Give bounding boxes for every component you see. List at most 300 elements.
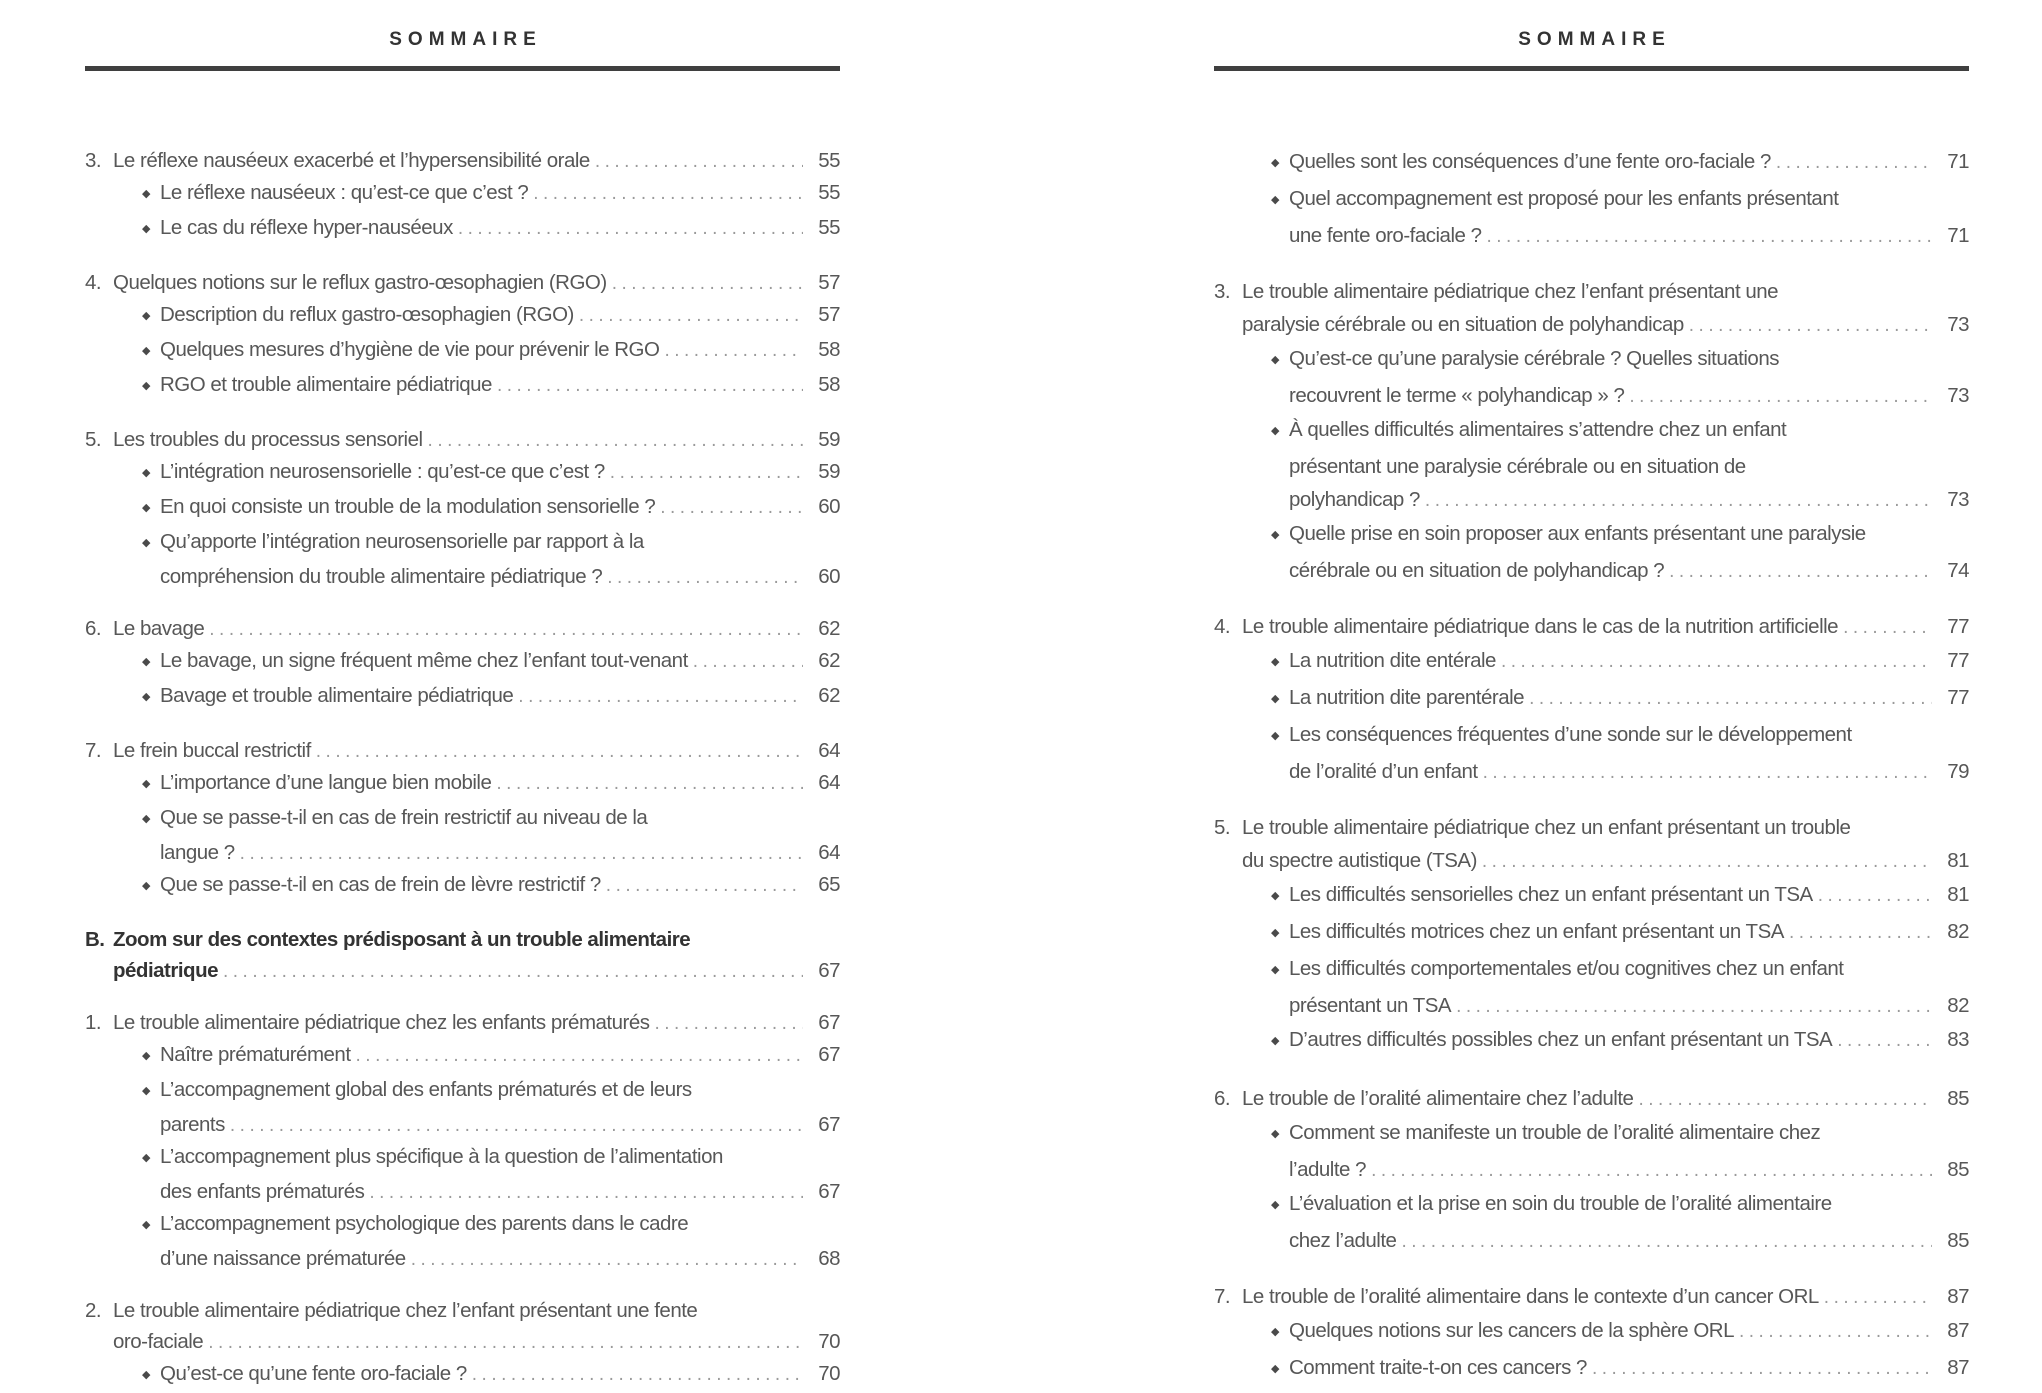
toc-entry-text: D’autres difficultés possibles chez un enfant présentant un TSA bbox=[1289, 1028, 1833, 1051]
dot-leader bbox=[1638, 1082, 1932, 1116]
toc-entry-text: Le bavage bbox=[113, 617, 205, 640]
diamond-bullet-icon: ◆ bbox=[1271, 890, 1279, 902]
toc-entry bbox=[85, 767, 840, 802]
dot-leader bbox=[1629, 379, 1932, 413]
dot-leader bbox=[369, 1176, 803, 1208]
dot-leader bbox=[1483, 755, 1932, 789]
toc-page-number: 82 bbox=[1947, 994, 1969, 1017]
toc-entry-number: 5. bbox=[85, 428, 102, 451]
toc-entry-text: présentant une paralysie cérébrale ou en situation de bbox=[1289, 455, 1746, 478]
toc-entry bbox=[85, 334, 840, 369]
toc-line bbox=[1214, 1280, 1969, 1314]
toc-page-number: 67 bbox=[818, 1043, 840, 1066]
dot-leader bbox=[612, 267, 803, 299]
toc-entry-number: 5. bbox=[1214, 816, 1231, 839]
toc-page-number: 58 bbox=[818, 338, 840, 361]
toc-entry-text: Bavage et trouble alimentaire pédiatrique bbox=[160, 684, 514, 707]
toc-line bbox=[1214, 379, 1969, 413]
toc-line bbox=[1214, 450, 1969, 483]
diamond-bullet-icon: ◆ bbox=[142, 223, 150, 235]
toc-line bbox=[85, 802, 840, 837]
toc-page-number: 87 bbox=[1947, 1319, 1969, 1342]
dot-leader bbox=[1592, 1351, 1932, 1385]
toc-line bbox=[1214, 989, 1969, 1023]
toc-page-number: 73 bbox=[1947, 313, 1969, 336]
toc-page-number: 73 bbox=[1947, 488, 1969, 511]
toc-entry bbox=[1214, 182, 1969, 253]
diamond-bullet-icon: ◆ bbox=[1271, 927, 1279, 939]
toc-entry bbox=[1214, 610, 1969, 644]
dot-leader bbox=[607, 561, 803, 593]
toc-line bbox=[85, 1295, 840, 1326]
diamond-bullet-icon: ◆ bbox=[142, 1369, 150, 1381]
dot-leader bbox=[1843, 610, 1932, 644]
toc-entry bbox=[1214, 275, 1969, 342]
left-page bbox=[85, 0, 840, 1385]
toc-entry bbox=[85, 1208, 840, 1275]
toc-entry-text: Quelques notions sur les cancers de la sphère ORL bbox=[1289, 1319, 1734, 1342]
toc-line bbox=[85, 1109, 840, 1141]
toc-page-number: 55 bbox=[818, 149, 840, 172]
toc-line bbox=[1214, 681, 1969, 718]
toc-line bbox=[1214, 275, 1969, 308]
diamond-bullet-icon: ◆ bbox=[142, 1219, 150, 1231]
toc-entry bbox=[1214, 517, 1969, 588]
toc-entry-text: Le trouble alimentaire pédiatrique chez l’enfant présentant une bbox=[1242, 280, 1779, 303]
diamond-bullet-icon: ◆ bbox=[1271, 354, 1279, 366]
toc-entry-text: La nutrition dite parentérale bbox=[1289, 686, 1525, 709]
toc-page-number: 55 bbox=[818, 216, 840, 239]
toc-page-number: 67 bbox=[818, 1180, 840, 1203]
diamond-bullet-icon: ◆ bbox=[142, 345, 150, 357]
toc-page-number: 67 bbox=[818, 1113, 840, 1136]
toc-entry-text: parents bbox=[160, 1113, 225, 1136]
toc-line bbox=[85, 924, 840, 955]
toc-entry-text: Le réflexe nauséeux exacerbé et l’hypersensibilité orale bbox=[113, 149, 590, 172]
toc-page-number: 65 bbox=[818, 873, 840, 896]
dot-leader bbox=[1401, 1224, 1932, 1258]
dot-leader bbox=[223, 955, 803, 987]
toc-entry-text: Que se passe-t-il en cas de frein de lèvre restrictif ? bbox=[160, 873, 601, 896]
toc-line bbox=[85, 299, 840, 334]
toc-entry-text: Le réflexe nauséeux : qu’est-ce que c’est ? bbox=[160, 181, 529, 204]
toc-entry-text: Le cas du réflexe hyper-nauséeux bbox=[160, 216, 453, 239]
dot-leader bbox=[1371, 1153, 1932, 1187]
toc-line bbox=[1214, 610, 1969, 644]
toc-entry bbox=[1214, 681, 1969, 718]
toc-line bbox=[1214, 878, 1969, 915]
toc-line bbox=[85, 1326, 840, 1358]
dot-leader bbox=[518, 680, 803, 712]
toc-page-number: 87 bbox=[1947, 1285, 1969, 1308]
toc-line bbox=[85, 267, 840, 299]
dot-leader bbox=[579, 299, 803, 331]
toc-entry-text: Le trouble alimentaire pédiatrique dans le cas de la nutrition artificielle bbox=[1242, 615, 1839, 638]
toc-line bbox=[85, 1039, 840, 1074]
toc-page-number: 70 bbox=[818, 1330, 840, 1353]
toc-entry-text: Comment traite-t-on ces cancers ? bbox=[1289, 1356, 1587, 1379]
toc-line bbox=[85, 334, 840, 369]
toc-line bbox=[1214, 1351, 1969, 1388]
diamond-bullet-icon: ◆ bbox=[142, 813, 150, 825]
dot-leader bbox=[240, 837, 803, 869]
toc-entry-text: polyhandicap ? bbox=[1289, 488, 1420, 511]
toc-entry-text: Comment se manifeste un trouble de l’oralité alimentaire chez bbox=[1289, 1121, 1821, 1144]
toc-line bbox=[1214, 1314, 1969, 1351]
toc-line bbox=[1214, 517, 1969, 554]
toc-entry-text: l’adulte ? bbox=[1289, 1158, 1367, 1181]
toc-entry-text: Qu’est-ce qu’une paralysie cérébrale ? Quelles situations bbox=[1289, 347, 1779, 370]
diamond-bullet-icon: ◆ bbox=[1271, 964, 1279, 976]
dot-leader bbox=[472, 1358, 803, 1390]
toc-entry-text: présentant un TSA bbox=[1289, 994, 1452, 1017]
toc-line bbox=[85, 1007, 840, 1039]
toc-line bbox=[85, 680, 840, 715]
toc-entry bbox=[1214, 1351, 1969, 1388]
toc-line bbox=[1214, 811, 1969, 844]
toc-entry-text: Le trouble alimentaire pédiatrique chez un enfant présentant un trouble bbox=[1242, 816, 1851, 839]
toc-entry bbox=[1214, 952, 1969, 1023]
diamond-bullet-icon: ◆ bbox=[1271, 1199, 1279, 1211]
toc-page-number: 59 bbox=[818, 428, 840, 451]
toc-entry bbox=[1214, 1187, 1969, 1258]
dot-leader bbox=[664, 334, 803, 366]
toc-page-number: 67 bbox=[818, 959, 840, 982]
toc-entry bbox=[1214, 413, 1969, 517]
toc-entry-text: Le trouble alimentaire pédiatrique chez l’enfant présentant une fente bbox=[113, 1299, 698, 1322]
toc-entry-text: Qu’est-ce qu’une fente oro-faciale ? bbox=[160, 1362, 467, 1385]
dot-leader bbox=[316, 735, 803, 767]
toc-page-number: 60 bbox=[818, 495, 840, 518]
toc-entry-text: RGO et trouble alimentaire pédiatrique bbox=[160, 373, 492, 396]
toc-entry-text: Le trouble de l’oralité alimentaire chez l’adulte bbox=[1242, 1087, 1634, 1110]
diamond-bullet-icon: ◆ bbox=[1271, 1326, 1279, 1338]
diamond-bullet-icon: ◆ bbox=[1271, 194, 1279, 206]
toc-entry bbox=[85, 369, 840, 404]
toc-entry bbox=[85, 491, 840, 526]
toc-line bbox=[85, 526, 840, 561]
diamond-bullet-icon: ◆ bbox=[142, 310, 150, 322]
page-header bbox=[1214, 0, 1969, 71]
toc-entry-text: Les troubles du processus sensoriel bbox=[113, 428, 423, 451]
dot-leader bbox=[230, 1109, 803, 1141]
toc-line bbox=[1214, 718, 1969, 755]
toc-page-number: 62 bbox=[818, 649, 840, 672]
toc-entry bbox=[85, 299, 840, 334]
toc-page-number: 62 bbox=[818, 617, 840, 640]
toc-line bbox=[1214, 644, 1969, 681]
toc-line bbox=[85, 1074, 840, 1109]
toc-line bbox=[1214, 1224, 1969, 1258]
toc-entry-text: L’importance d’une langue bien mobile bbox=[160, 771, 492, 794]
toc-line bbox=[1214, 219, 1969, 253]
toc-line bbox=[1214, 145, 1969, 182]
toc-entry bbox=[85, 1358, 840, 1393]
toc-entry-text: À quelles difficultés alimentaires s’attendre chez un enfant bbox=[1289, 418, 1787, 441]
diamond-bullet-icon: ◆ bbox=[142, 537, 150, 549]
diamond-bullet-icon: ◆ bbox=[142, 656, 150, 668]
toc-entry-text: Les difficultés motrices chez un enfant présentant un TSA bbox=[1289, 920, 1784, 943]
toc-line bbox=[1214, 1116, 1969, 1153]
toc-page-number: 68 bbox=[818, 1247, 840, 1270]
toc-entry-number: B. bbox=[85, 928, 105, 951]
dot-leader bbox=[1501, 644, 1932, 678]
toc-entry bbox=[85, 680, 840, 715]
toc-page-number: 85 bbox=[1947, 1229, 1969, 1252]
toc-line bbox=[1214, 1023, 1969, 1060]
toc-entry-text: Que se passe-t-il en cas de frein restrictif au niveau de la bbox=[160, 806, 648, 829]
toc-entry bbox=[1214, 145, 1969, 182]
toc-entry-text: Quel accompagnement est proposé pour les enfants présentant bbox=[1289, 187, 1839, 210]
dot-leader bbox=[1837, 1023, 1932, 1057]
toc-entry bbox=[85, 456, 840, 491]
toc-entry bbox=[85, 869, 840, 904]
toc-entry-text: Le bavage, un signe fréquent même chez l’enfant tout-venant bbox=[160, 649, 688, 672]
toc-entry-text: Quelles sont les conséquences d’une fente oro-faciale ? bbox=[1289, 150, 1771, 173]
toc-page-number: 57 bbox=[818, 303, 840, 326]
toc-line bbox=[1214, 844, 1969, 878]
toc-entry-text: L’évaluation et la prise en soin du trouble de l’oralité alimentaire bbox=[1289, 1192, 1832, 1215]
toc-entry-text: Les difficultés sensorielles chez un enfant présentant un TSA bbox=[1289, 883, 1813, 906]
dot-leader bbox=[660, 491, 803, 523]
toc-entry bbox=[1214, 718, 1969, 789]
toc-page-number: 79 bbox=[1947, 760, 1969, 783]
toc-entry-text: La nutrition dite entérale bbox=[1289, 649, 1496, 672]
toc-page-number: 74 bbox=[1947, 559, 1969, 582]
toc-entry-number: 7. bbox=[1214, 1285, 1231, 1308]
toc-entry-text: Le trouble de l’oralité alimentaire dans le contexte d’un cancer ORL bbox=[1242, 1285, 1819, 1308]
toc-entry-number: 4. bbox=[85, 271, 102, 294]
toc-entry bbox=[1214, 1082, 1969, 1116]
toc-page-number: 57 bbox=[818, 271, 840, 294]
toc-entry bbox=[1214, 878, 1969, 915]
diamond-bullet-icon: ◆ bbox=[1271, 1128, 1279, 1140]
toc-line bbox=[85, 1243, 840, 1275]
dot-leader bbox=[496, 767, 803, 799]
toc-page-number: 73 bbox=[1947, 384, 1969, 407]
diamond-bullet-icon: ◆ bbox=[1271, 529, 1279, 541]
toc-entry-number: 6. bbox=[85, 617, 102, 640]
toc-page-number: 77 bbox=[1947, 649, 1969, 672]
toc-line bbox=[1214, 1082, 1969, 1116]
toc-line bbox=[85, 869, 840, 904]
toc-entry-number: 3. bbox=[85, 149, 102, 172]
toc-line bbox=[85, 561, 840, 593]
toc-line bbox=[1214, 413, 1969, 450]
toc-entry-text: En quoi consiste un trouble de la modulation sensorielle ? bbox=[160, 495, 656, 518]
toc-line bbox=[85, 1141, 840, 1176]
toc-entry-text: une fente oro-faciale ? bbox=[1289, 224, 1482, 247]
dot-leader bbox=[1669, 554, 1932, 588]
page-header bbox=[85, 0, 840, 71]
toc-page-number: 59 bbox=[818, 460, 840, 483]
diamond-bullet-icon: ◆ bbox=[1271, 730, 1279, 742]
toc-page-number: 85 bbox=[1947, 1087, 1969, 1110]
toc-entry-number: 6. bbox=[1214, 1087, 1231, 1110]
toc-line bbox=[85, 369, 840, 404]
toc-line bbox=[85, 645, 840, 680]
toc-entry bbox=[1214, 915, 1969, 952]
diamond-bullet-icon: ◆ bbox=[142, 1085, 150, 1097]
dot-leader bbox=[1824, 1280, 1932, 1314]
diamond-bullet-icon: ◆ bbox=[1271, 1035, 1279, 1047]
toc-page-number: 62 bbox=[818, 684, 840, 707]
toc-entry bbox=[85, 802, 840, 869]
toc-entry-text: Le frein buccal restrictif bbox=[113, 739, 311, 762]
toc-entry bbox=[85, 1039, 840, 1074]
toc-entry-text: Quelques mesures d’hygiène de vie pour prévenir le RGO bbox=[160, 338, 660, 361]
dot-leader bbox=[1456, 989, 1932, 1023]
toc-line bbox=[85, 456, 840, 491]
toc-entry-text: L’accompagnement global des enfants prématurés et de leurs bbox=[160, 1078, 692, 1101]
toc-line bbox=[85, 613, 840, 645]
toc-entry-text: Qu’apporte l’intégration neurosensorielle par rapport à la bbox=[160, 530, 644, 553]
toc-line bbox=[1214, 308, 1969, 342]
dot-leader bbox=[1487, 219, 1933, 253]
toc-page-number: 64 bbox=[818, 739, 840, 762]
diamond-bullet-icon: ◆ bbox=[142, 502, 150, 514]
toc-entry-text: Zoom sur des contextes prédisposant à un trouble alimentaire bbox=[113, 928, 691, 951]
toc-page-number: 81 bbox=[1947, 849, 1969, 872]
toc-entry-number: 4. bbox=[1214, 615, 1231, 638]
toc-page-number: 87 bbox=[1947, 1356, 1969, 1379]
toc-line bbox=[1214, 342, 1969, 379]
dot-leader bbox=[655, 1007, 804, 1039]
toc-line bbox=[1214, 1187, 1969, 1224]
toc-entry-text: compréhension du trouble alimentaire pédiatrique ? bbox=[160, 565, 603, 588]
toc-entry-text: Les difficultés comportementales et/ou cognitives chez un enfant bbox=[1289, 957, 1844, 980]
toc-entry bbox=[85, 924, 840, 987]
toc-entries bbox=[1214, 71, 1969, 1388]
toc-page-number: 71 bbox=[1947, 150, 1969, 173]
toc-line bbox=[85, 177, 840, 212]
toc-page-number: 70 bbox=[818, 1362, 840, 1385]
dot-leader bbox=[1425, 483, 1932, 517]
toc-entry bbox=[85, 424, 840, 456]
toc-line bbox=[85, 424, 840, 456]
dot-leader bbox=[1529, 681, 1932, 715]
toc-entry-text: Les conséquences fréquentes d’une sonde sur le développement bbox=[1289, 723, 1852, 746]
page-header-title: SOMMAIRE bbox=[389, 29, 542, 50]
dot-leader bbox=[1482, 844, 1932, 878]
toc-page-number: 81 bbox=[1947, 883, 1969, 906]
toc-line bbox=[85, 955, 840, 987]
dot-leader bbox=[693, 645, 803, 677]
toc-entry-number: 3. bbox=[1214, 280, 1231, 303]
diamond-bullet-icon: ◆ bbox=[142, 380, 150, 392]
toc-entry bbox=[1214, 1116, 1969, 1187]
toc-line bbox=[85, 212, 840, 247]
toc-entry-text: L’intégration neurosensorielle : qu’est-ce que c’est ? bbox=[160, 460, 605, 483]
diamond-bullet-icon: ◆ bbox=[142, 1050, 150, 1062]
toc-entry bbox=[1214, 811, 1969, 878]
toc-line bbox=[85, 1176, 840, 1208]
page-header-title: SOMMAIRE bbox=[1518, 29, 1671, 50]
toc-entry-text: Quelle prise en soin proposer aux enfants présentant une paralysie bbox=[1289, 522, 1866, 545]
diamond-bullet-icon: ◆ bbox=[142, 188, 150, 200]
toc-line bbox=[85, 837, 840, 869]
toc-line bbox=[85, 145, 840, 177]
dot-leader bbox=[428, 424, 803, 456]
toc-line bbox=[85, 735, 840, 767]
toc-entry-text: du spectre autistique (TSA) bbox=[1242, 849, 1477, 872]
dot-leader bbox=[356, 1039, 803, 1071]
toc-entry-text: d’une naissance prématurée bbox=[160, 1247, 406, 1270]
toc-entries bbox=[85, 71, 840, 1393]
toc-entry-text: de l’oralité d’un enfant bbox=[1289, 760, 1478, 783]
dot-leader bbox=[606, 869, 803, 901]
toc-page-number: 83 bbox=[1947, 1028, 1969, 1051]
toc-page-number: 64 bbox=[818, 771, 840, 794]
diamond-bullet-icon: ◆ bbox=[1271, 1363, 1279, 1375]
toc-line bbox=[85, 1208, 840, 1243]
diamond-bullet-icon: ◆ bbox=[1271, 425, 1279, 437]
toc-entry bbox=[85, 1141, 840, 1208]
toc-entry bbox=[1214, 1023, 1969, 1060]
toc-entry-text: oro-faciale bbox=[113, 1330, 204, 1353]
toc-line bbox=[1214, 755, 1969, 789]
dot-leader bbox=[1776, 145, 1932, 179]
toc-line bbox=[1214, 952, 1969, 989]
toc-page-number: 77 bbox=[1947, 686, 1969, 709]
toc-entry-number: 2. bbox=[85, 1299, 102, 1322]
dot-leader bbox=[610, 456, 803, 488]
toc-page-number: 55 bbox=[818, 181, 840, 204]
toc-page-number: 85 bbox=[1947, 1158, 1969, 1181]
toc-entry bbox=[1214, 1280, 1969, 1314]
toc-line bbox=[85, 1358, 840, 1393]
diamond-bullet-icon: ◆ bbox=[142, 880, 150, 892]
toc-page-number: 64 bbox=[818, 841, 840, 864]
dot-leader bbox=[209, 613, 803, 645]
toc-entry-text: L’accompagnement plus spécifique à la question de l’alimentation bbox=[160, 1145, 723, 1168]
toc-entry bbox=[85, 1074, 840, 1141]
toc-line bbox=[1214, 182, 1969, 219]
toc-entry-text: langue ? bbox=[160, 841, 235, 864]
toc-entry bbox=[85, 1007, 840, 1039]
toc-entry bbox=[1214, 644, 1969, 681]
toc-entry-text: paralysie cérébrale ou en situation de polyhandicap bbox=[1242, 313, 1684, 336]
toc-entry bbox=[85, 645, 840, 680]
toc-line bbox=[1214, 483, 1969, 517]
diamond-bullet-icon: ◆ bbox=[142, 1152, 150, 1164]
toc-entry bbox=[85, 613, 840, 645]
toc-page-number: 77 bbox=[1947, 615, 1969, 638]
diamond-bullet-icon: ◆ bbox=[1271, 656, 1279, 668]
toc-entry bbox=[1214, 342, 1969, 413]
diamond-bullet-icon: ◆ bbox=[142, 778, 150, 790]
toc-entry-text: Le trouble alimentaire pédiatrique chez les enfants prématurés bbox=[113, 1011, 650, 1034]
toc-entry bbox=[85, 1295, 840, 1358]
toc-entry-text: L’accompagnement psychologique des parents dans le cadre bbox=[160, 1212, 689, 1235]
toc-entry-number: 1. bbox=[85, 1011, 102, 1034]
dot-leader bbox=[411, 1243, 803, 1275]
dot-leader bbox=[458, 212, 803, 244]
toc-page-number: 58 bbox=[818, 373, 840, 396]
toc-entry bbox=[85, 526, 840, 593]
toc-page-number: 60 bbox=[818, 565, 840, 588]
toc-entry-text: Description du reflux gastro-œsophagien (RGO) bbox=[160, 303, 574, 326]
toc-entry bbox=[85, 735, 840, 767]
toc-entry-text: recouvrent le terme « polyhandicap » ? bbox=[1289, 384, 1625, 407]
toc-line bbox=[85, 491, 840, 526]
dot-leader bbox=[1818, 878, 1932, 912]
toc-entry-text: chez l’adulte bbox=[1289, 1229, 1397, 1252]
toc-entry bbox=[85, 267, 840, 299]
dot-leader bbox=[1739, 1314, 1932, 1348]
dot-leader bbox=[533, 177, 803, 209]
toc-page-number: 82 bbox=[1947, 920, 1969, 943]
